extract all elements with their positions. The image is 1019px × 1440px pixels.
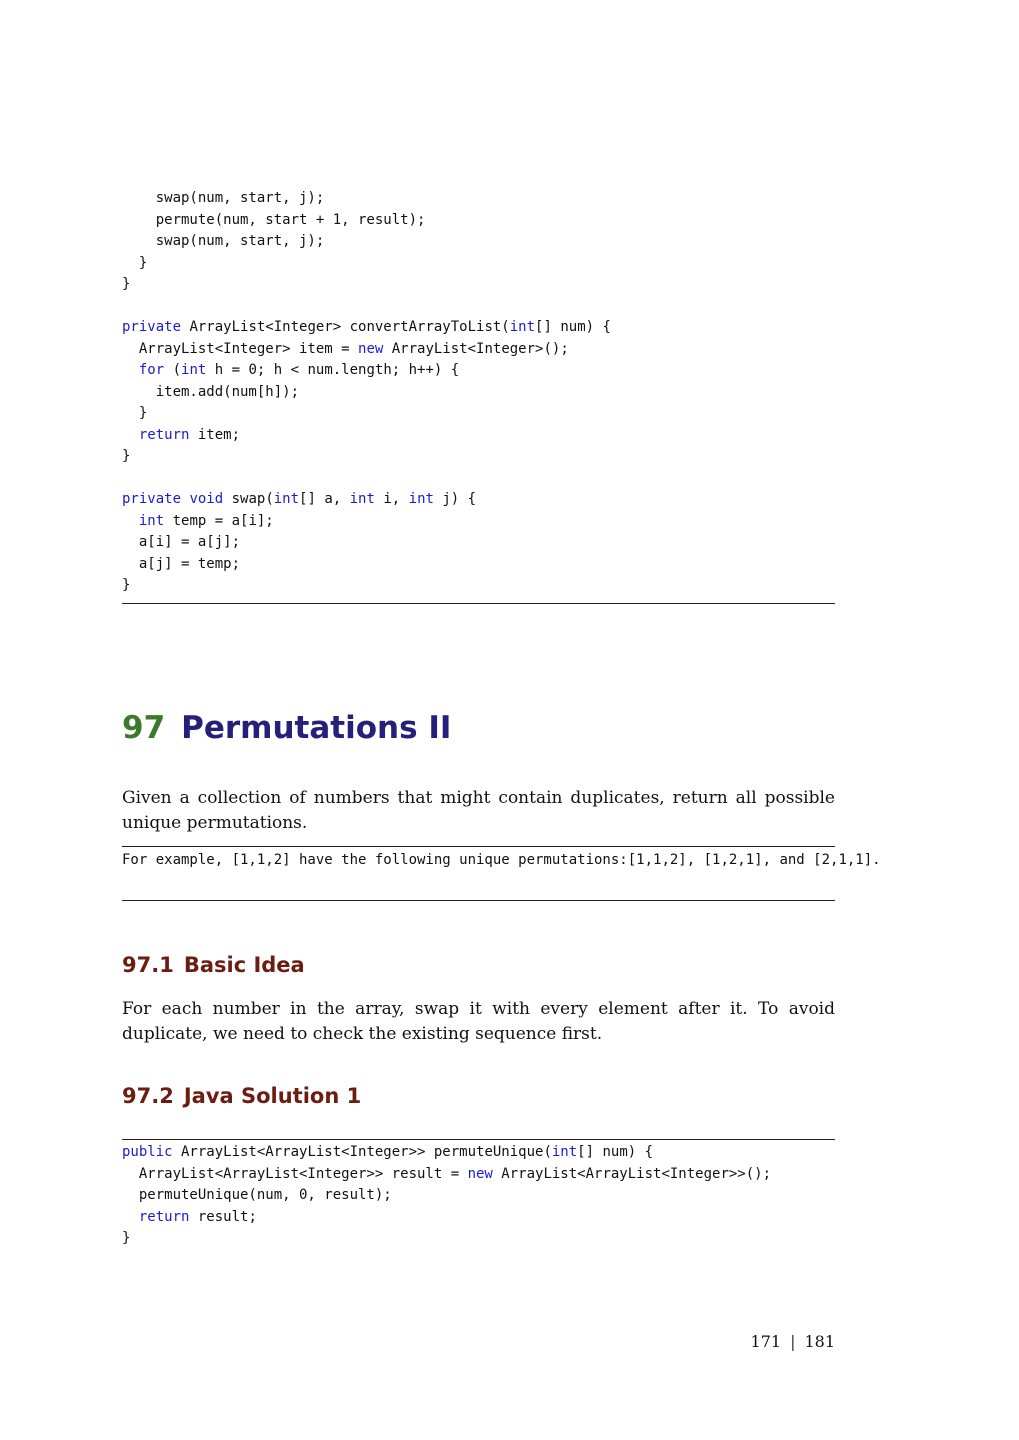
current-page: 171 [750, 1332, 782, 1351]
total-pages: 181 [804, 1332, 835, 1351]
code-token: ArrayList<Integer>(); [383, 340, 569, 357]
code-keyword: new [467, 1165, 493, 1182]
code-keyword: int [138, 512, 165, 529]
section-heading-basic-idea [122, 950, 305, 980]
code-token: i, [374, 491, 409, 507]
section-number: 97.1 [122, 953, 174, 977]
code-keyword: public [122, 1144, 173, 1160]
code-line [122, 274, 835, 296]
code-keyword: void [189, 491, 224, 507]
code-line [122, 339, 835, 361]
code-line [122, 1207, 835, 1229]
code-token: item.add(num[h]); [122, 383, 300, 400]
code-keyword: return [138, 426, 190, 443]
code-line [122, 532, 835, 554]
code-token: ArrayList<Integer> convertArrayToList( [181, 319, 510, 335]
code-keyword: private [122, 491, 182, 507]
code-token: } [122, 577, 131, 593]
code-token: result; [189, 1208, 257, 1225]
code-keyword: for [138, 362, 165, 378]
code-token: ( [164, 362, 182, 378]
code-line [122, 382, 835, 404]
code-line [122, 425, 835, 447]
code-token: h = 0; h < num.length; h++) { [206, 362, 460, 378]
page-separator: | [790, 1332, 796, 1351]
code-keyword: int [181, 362, 207, 378]
code-line [122, 317, 835, 339]
code-token [122, 427, 139, 443]
code-token: swap( [223, 491, 274, 507]
code-token: swap(num, start, j); [122, 233, 325, 249]
code-line [122, 210, 835, 232]
code-token [122, 513, 139, 529]
section-title: Java Solution 1 [183, 1084, 362, 1108]
code-line [122, 468, 835, 490]
code-token [122, 1209, 139, 1225]
code-listing-bottom [122, 1142, 835, 1250]
code-keyword: int [509, 319, 536, 335]
code-line [122, 511, 835, 533]
example-line: [1,1,2], [1,2,1], and [2,1,1]. [627, 852, 881, 868]
section-number: 97.2 [122, 1084, 174, 1108]
chapter-title: Permutations II [181, 710, 452, 746]
intro-paragraph: Given a collection of numbers that might contain duplicates, return all possible unique permutations. [122, 788, 835, 833]
code-token: [] num) { [577, 1144, 654, 1160]
example-line: For example, [1,1,2] have the following unique permutations: [122, 852, 628, 868]
code-keyword: return [138, 1208, 190, 1225]
basic-idea-paragraph: For each number in the array, swap it with every element after it. To avoid duplicate, we need to check the existing sequence first. [122, 999, 835, 1044]
code-token: a[i] = a[j]; [122, 534, 241, 550]
code-token [122, 362, 139, 378]
code-token: temp = a[i]; [164, 512, 274, 529]
code-token: permute(num, start + 1, result); [122, 211, 426, 228]
code-token: ArrayList<ArrayList<Integer>>(); [492, 1165, 772, 1182]
code-line [122, 253, 835, 275]
section-title: Basic Idea [183, 953, 305, 977]
code-line [122, 188, 835, 210]
code-token: item; [189, 426, 241, 443]
code-token: } [122, 448, 131, 464]
code-keyword: private [122, 319, 182, 335]
code-token: ArrayList<ArrayList<Integer>> permuteUnique( [172, 1144, 552, 1160]
code-line [122, 403, 835, 425]
page-number [751, 1332, 835, 1351]
code-line [122, 296, 835, 318]
code-token: } [122, 405, 148, 421]
code-top-rule [122, 1139, 835, 1140]
code-token: ArrayList<ArrayList<Integer>> result = [122, 1165, 468, 1182]
code-line [122, 360, 835, 382]
example-top-rule [122, 846, 835, 847]
code-keyword: new [358, 340, 384, 357]
code-line [122, 575, 835, 597]
code-listing-top [122, 188, 835, 597]
code-line [122, 554, 835, 576]
chapter-heading [122, 706, 451, 750]
code-line [122, 1185, 835, 1207]
code-keyword: int [349, 491, 375, 507]
code-token: } [122, 254, 148, 271]
code-token: permuteUnique(num, 0, result); [122, 1187, 392, 1203]
code-token: } [122, 1230, 131, 1246]
code-token: [] a, [299, 491, 350, 507]
code-keyword: int [551, 1144, 578, 1160]
example-bottom-rule [122, 900, 835, 901]
chapter-number: 97 [122, 710, 166, 746]
code-line [122, 1228, 835, 1250]
code-line [122, 1142, 835, 1164]
code-token: } [122, 276, 131, 292]
code-line [122, 446, 835, 468]
code-bottom-rule [122, 603, 835, 604]
code-line [122, 231, 835, 253]
code-keyword: int [273, 491, 300, 507]
code-line [122, 1164, 835, 1186]
code-token: swap(num, start, j); [122, 190, 325, 206]
code-token: ArrayList<Integer> item = [122, 340, 359, 357]
code-token: [] num) { [535, 319, 611, 335]
code-keyword: int [408, 491, 434, 507]
section-heading-java-solution [122, 1081, 361, 1111]
example-block [122, 850, 881, 872]
code-line [122, 489, 835, 511]
code-token: a[j] = temp; [122, 555, 241, 572]
code-token: j) { [433, 491, 477, 507]
